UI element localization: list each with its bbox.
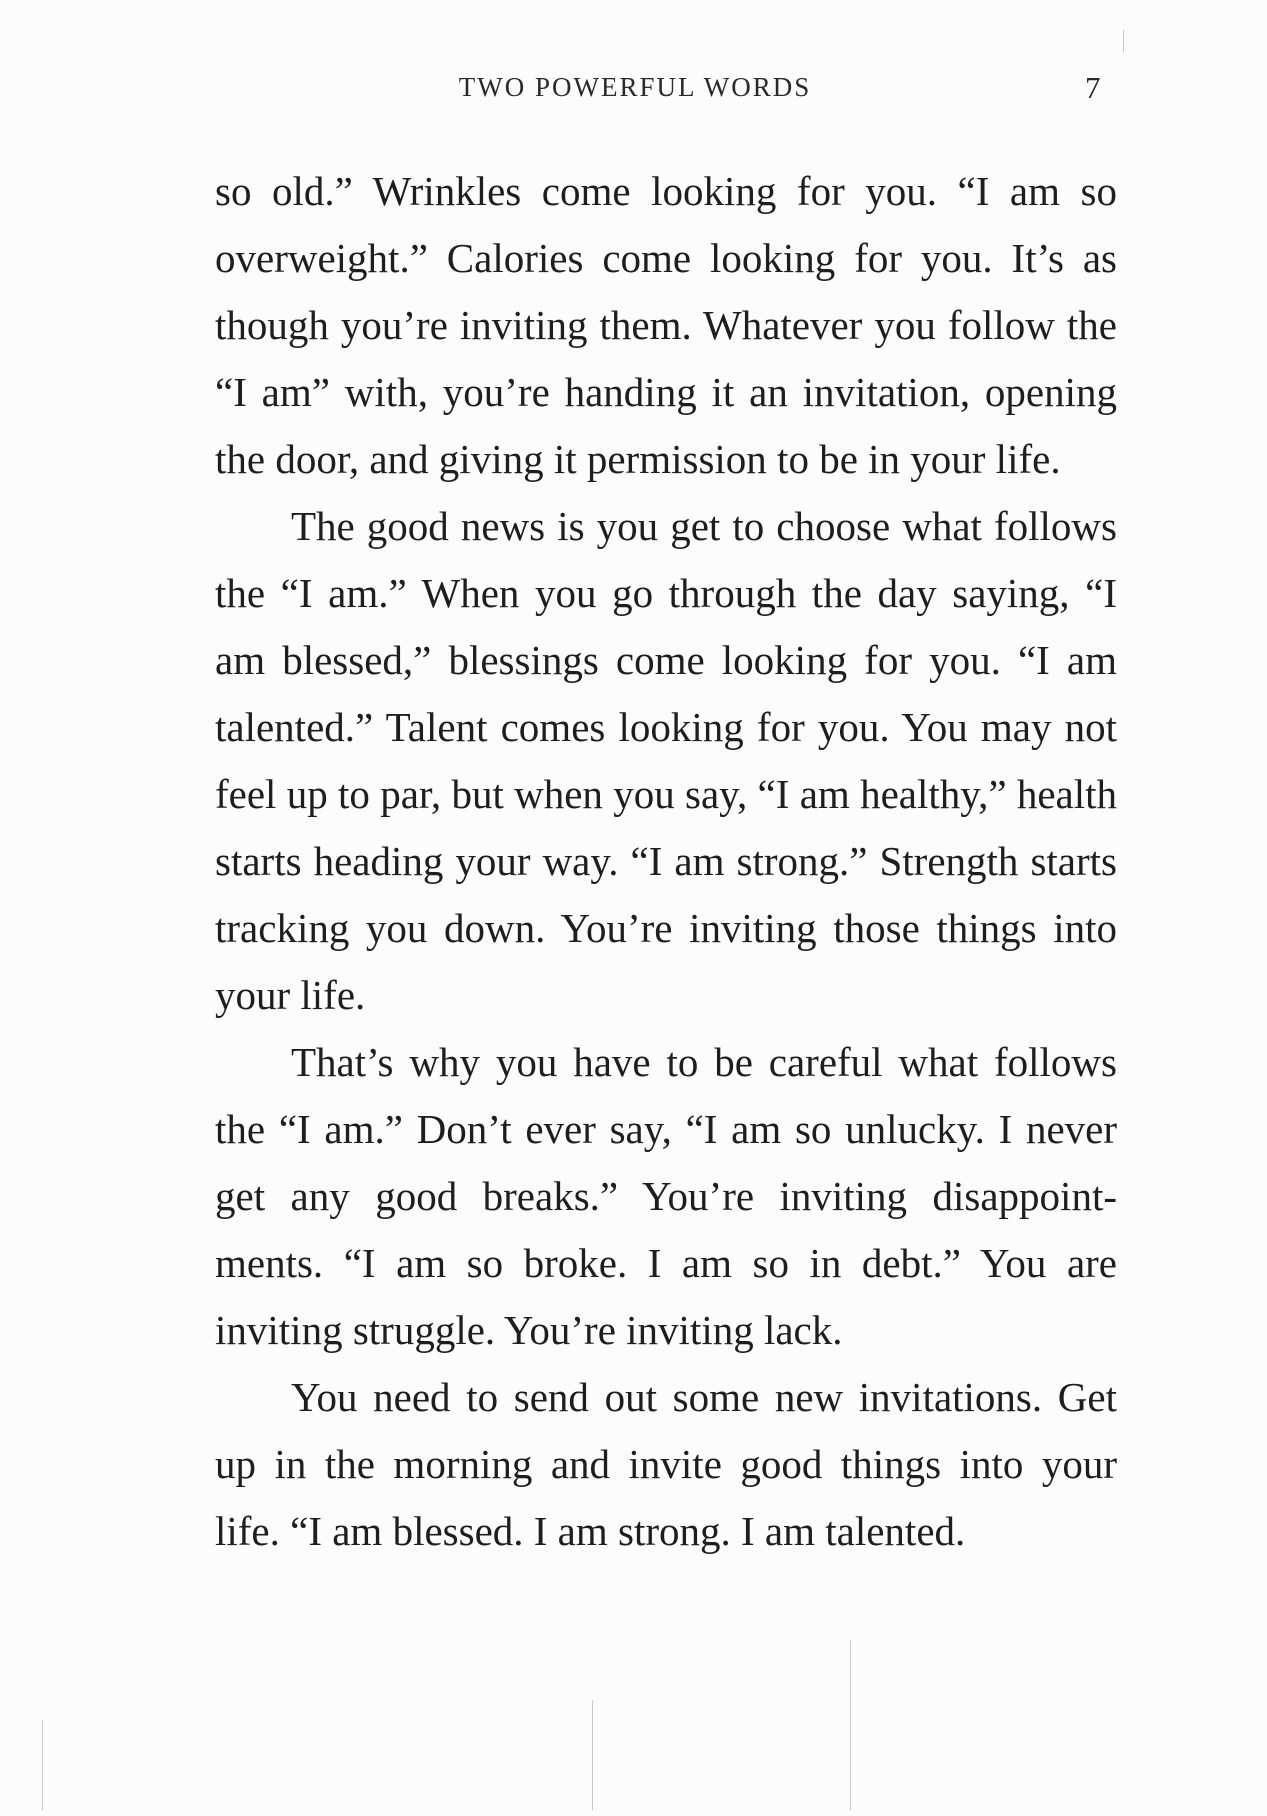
- scan-crease-mark: [42, 1720, 43, 1810]
- paragraph-3: That’s why you have to be careful what follows the “I am.” Don’t ever say, “I am so unlucky. I never get any good breaks.” You’re inviting disappointments. “I am so broke. I am so in debt.” You are inviting struggle. You’re inviting lack.: [215, 1039, 1117, 1353]
- scan-crease-mark: [592, 1700, 593, 1810]
- scan-crease-mark: [850, 1640, 851, 1810]
- running-head: [0, 72, 1267, 112]
- page-number: 7: [1085, 70, 1101, 105]
- paragraph-2: The good news is you get to choose what follows the “I am.” When you go through the day saying, “I am blessed,” blessings come looking for you. “I am talented.” Talent comes looking for you. You may not feel up to par, but when you say, “I am healthy,” health starts heading your way. “I am strong.” Strength starts tracking you down. You’re inviting those things into your life.: [215, 503, 1117, 1018]
- scan-crease-mark: [1123, 30, 1124, 52]
- paragraph-4: You need to send out some new invitations. Get up in the morning and invite good things into your life. “I am blessed. I am strong. I am talented.: [215, 1374, 1117, 1554]
- paragraph-1: so old.” Wrinkles come looking for you. “I am so overweight.” Calories come looking for you. It’s as though you’re inviting them. Whatever you follow the “I am” with, you’re handing it an invitation, opening the door, and giving it permission to be in your life.: [215, 168, 1117, 482]
- body-text: [215, 158, 1117, 1565]
- running-title: TWO POWERFUL WORDS: [458, 72, 812, 102]
